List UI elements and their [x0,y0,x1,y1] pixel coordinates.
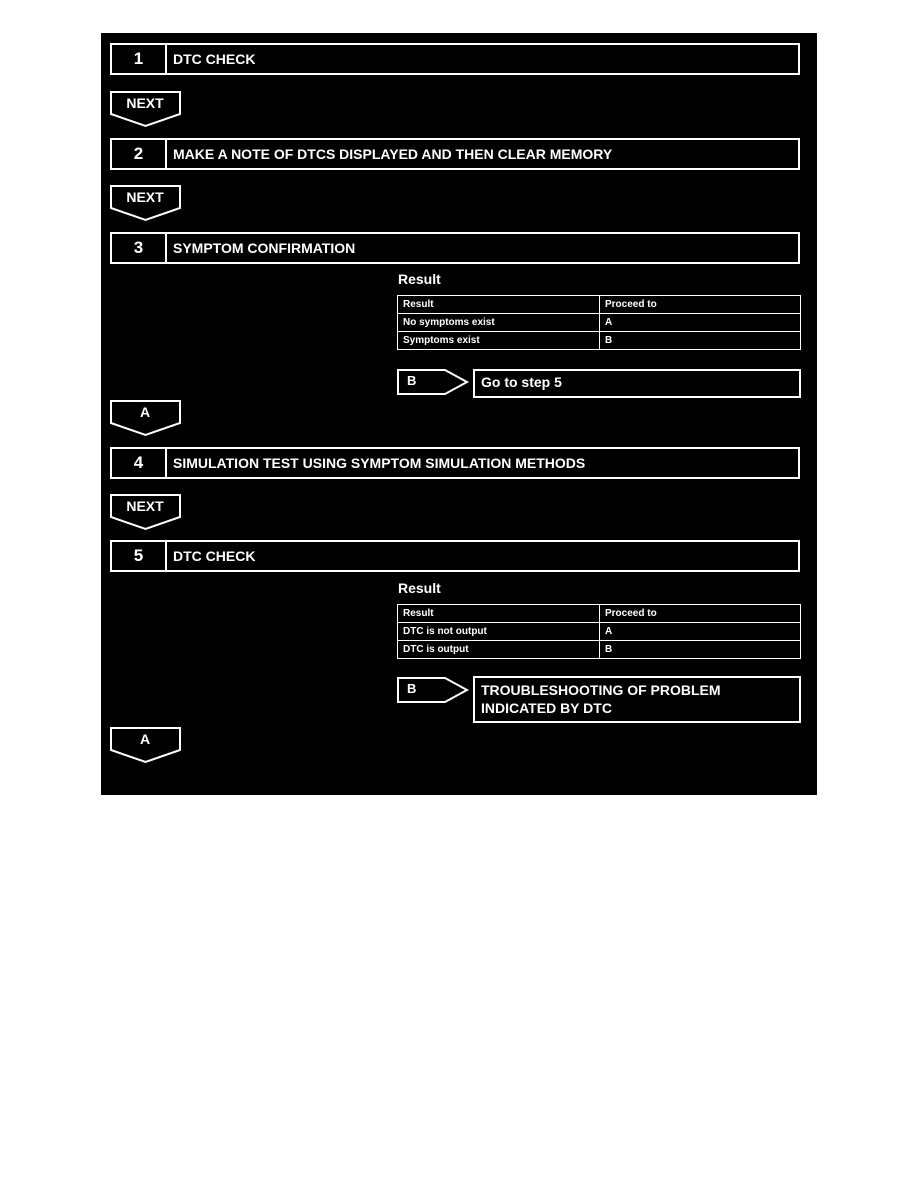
branch-b-label: B [407,681,417,696]
step-1-number: 1 [112,45,167,73]
branch-b-label: B [407,373,417,388]
table-cell: B [600,332,801,350]
step-2-box [110,138,800,170]
table-row [398,314,801,332]
next-arrow-1 [110,91,182,128]
step-5-branch-b [397,676,477,706]
a-arrow-1 [110,400,182,437]
step-4-title: SIMULATION TEST USING SYMPTOM SIMULATION METHODS [173,455,586,471]
table-row [398,641,801,659]
step-5-title: DTC CHECK [173,548,256,564]
table-cell: A [600,623,801,641]
next-arrow-3 [110,494,182,531]
flowchart-panel [101,33,817,795]
step-5-result-table [397,604,801,659]
a-arrow-1-label: A [139,404,151,420]
troubleshooting-text-line-1: TROUBLESHOOTING OF PROBLEM [481,682,721,698]
step-4-number: 4 [112,449,167,477]
step-5-result-label: Result [398,580,441,596]
step-5-goto-box [473,676,801,723]
table-row [398,623,801,641]
table-cell: Symptoms exist [398,332,600,350]
step-4-box [110,447,800,479]
next-arrow-1-label: NEXT [126,95,164,111]
table-cell: No symptoms exist [398,314,600,332]
a-arrow-2 [110,727,182,764]
troubleshooting-text-line-2: INDICATED BY DTC [481,700,612,716]
table-cell: B [600,641,801,659]
next-arrow-3-label: NEXT [126,498,164,514]
table-cell: DTC is not output [398,623,600,641]
step-5-box [110,540,800,572]
table-header-cell: Proceed to [600,296,801,314]
step-3-goto-box [473,369,801,398]
step-3-result-label: Result [398,271,441,287]
table-header-row [398,296,801,314]
table-cell: DTC is output [398,641,600,659]
step-3-number: 3 [112,234,167,262]
table-header-cell: Result [398,296,600,314]
step-1-title: DTC CHECK [173,51,256,67]
step-3-title: SYMPTOM CONFIRMATION [173,240,356,256]
step-5-number: 5 [112,542,167,570]
table-row [398,332,801,350]
next-arrow-2-label: NEXT [126,189,164,205]
table-header-cell: Proceed to [600,605,801,623]
step-3-branch-b [397,368,477,398]
table-cell: A [600,314,801,332]
step-2-title: MAKE A NOTE OF DTCS DISPLAYED AND THEN CLEAR MEMORY [173,146,613,162]
step-1-box [110,43,800,75]
a-arrow-2-label: A [139,731,151,747]
table-header-row [398,605,801,623]
step-3-result-table [397,295,801,350]
step-2-number: 2 [112,140,167,168]
step-3-box [110,232,800,264]
next-arrow-2 [110,185,182,222]
goto-step-5-text: Go to step 5 [481,374,562,390]
table-header-cell: Result [398,605,600,623]
